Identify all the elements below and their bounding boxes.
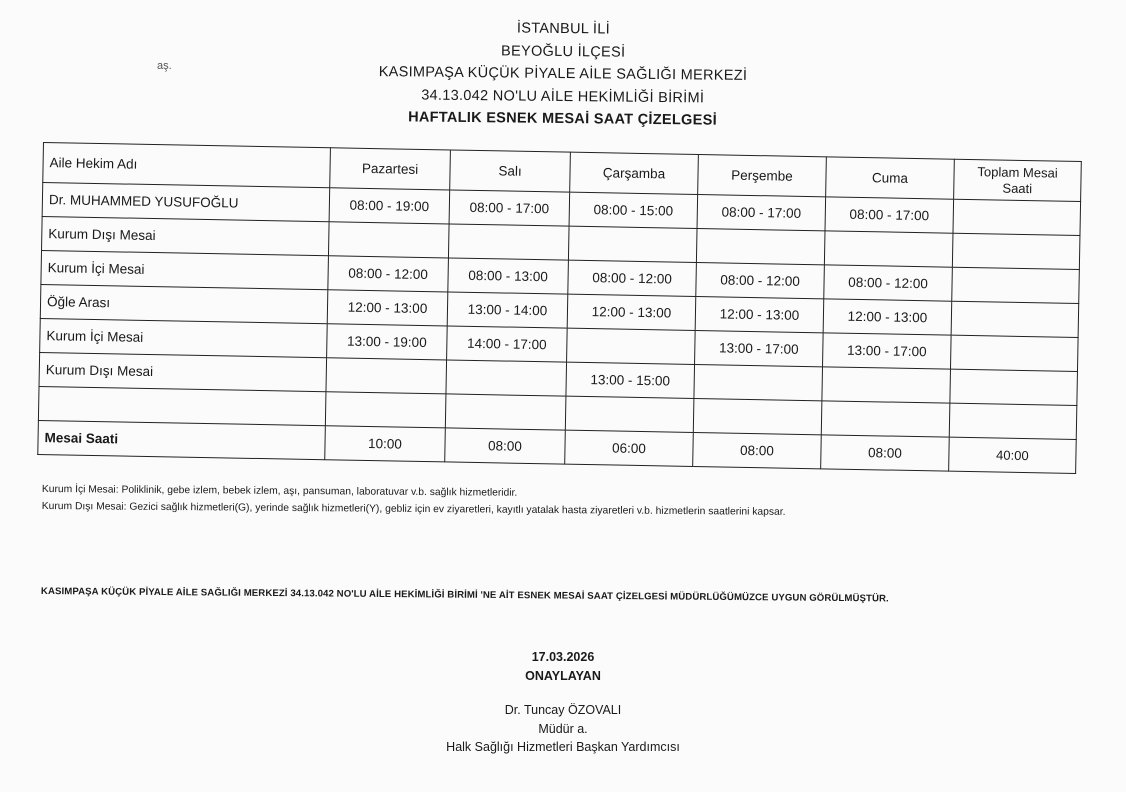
table-cell: 12:00 - 13:00: [567, 294, 696, 330]
table-cell: 08:00: [445, 428, 566, 464]
row-label: Kurum Dışı Mesai: [39, 352, 327, 391]
table-cell: 08:00 - 15:00: [569, 192, 698, 228]
table-cell: [952, 267, 1080, 303]
schedule-table: [37, 142, 1082, 474]
header-cell-tuesday: Salı: [450, 150, 571, 192]
header-province: İSTANBUL İLİ: [516, 20, 611, 38]
header-district: BEYOĞLU İLÇESİ: [501, 42, 626, 61]
table-cell: 06:00: [565, 430, 694, 466]
table-cell: [445, 394, 566, 430]
table-cell: 10:00: [325, 426, 446, 462]
table-cell: 12:00 - 13:00: [327, 290, 448, 326]
table-cell: [952, 233, 1080, 269]
footnotes: [42, 481, 786, 521]
table-cell: [325, 392, 446, 428]
table-cell: [694, 364, 823, 400]
table-cell: [953, 199, 1081, 235]
table-cell: 08:00 - 12:00: [696, 262, 825, 298]
table-cell: 08:00: [693, 432, 822, 468]
table-cell: [448, 224, 569, 260]
header-cell-total: [954, 159, 1082, 201]
approver-title: Müdür a.: [538, 721, 588, 736]
table-cell: 14:00 - 17:00: [447, 326, 568, 362]
row-label: Öğle Arası: [40, 284, 328, 323]
table-cell-grand-total: 40:00: [949, 437, 1077, 473]
table-cell: 08:00 - 12:00: [328, 256, 449, 292]
table-cell: [693, 398, 822, 434]
table-cell: [565, 396, 694, 432]
table-cell: [326, 358, 447, 394]
footnote-internal: Kurum İçi Mesai: Poliklinik, gebe izlem, bebek izlem, aşı, pansuman, laboratuvar v.b. sağlık hizmetleridir.: [41, 483, 518, 499]
table-cell: 08:00: [821, 435, 950, 471]
table-cell: 13:00 - 17:00: [695, 330, 824, 366]
table-cell: 13:00 - 14:00: [447, 292, 568, 328]
table-cell: [824, 231, 953, 267]
table-cell: 08:00 - 17:00: [825, 197, 954, 233]
row-label: [38, 386, 326, 425]
row-label: Kurum İçi Mesai: [41, 250, 329, 289]
row-label-total: Mesai Saati: [38, 420, 326, 459]
document-title: HAFTALIK ESNEK MESAİ SAAT ÇİZELGESİ: [408, 109, 718, 129]
table-cell: 13:00 - 15:00: [566, 362, 695, 398]
header-cell-wednesday: Çarşamba: [570, 152, 699, 194]
table-cell: 08:00 - 12:00: [824, 265, 953, 301]
header-cell-thursday: Perşembe: [698, 155, 827, 197]
header-unit: 34.13.042 NO'LU AİLE HEKİMLİĞİ BİRİMİ: [421, 87, 705, 106]
header-cell-doctor: Aile Hekim Adı: [43, 143, 331, 188]
table-cell: [950, 335, 1078, 371]
table-cell: [949, 403, 1077, 439]
table-cell: 08:00 - 12:00: [568, 260, 697, 296]
table-cell: [568, 226, 697, 262]
header-cell-friday: Cuma: [826, 157, 955, 199]
table-cell: 08:00 - 17:00: [449, 190, 570, 226]
header-center: KASIMPAŞA KÜÇÜK PİYALE AİLE SAĞLIĞI MERKEZİ: [378, 64, 748, 84]
approval-date: 17.03.2026: [531, 650, 595, 664]
table-cell: [950, 369, 1078, 405]
schedule-table-wrapper: [37, 142, 1082, 474]
table-cell: 08:00 - 13:00: [448, 258, 569, 294]
table-cell: [328, 222, 449, 258]
footnote-external: Kurum Dışı Mesai: Gezici sağlık hizmetleri(G), yerinde sağlık hizmetleri(Y), gebliz için ev ziyaretleri, kayıtlı yatalak hasta ziyaretleri v.b. hizmetlerin saatlerini kapsar.: [41, 500, 786, 518]
table-cell: [951, 301, 1079, 337]
table-cell: 13:00 - 17:00: [823, 333, 952, 369]
header-total-label: Toplam Mesai Saati: [977, 163, 1058, 196]
table-cell: [446, 360, 567, 396]
signature-block: [0, 648, 1126, 757]
table-cell: 12:00 - 13:00: [695, 296, 824, 332]
table-cell: [567, 328, 696, 364]
approver-position: Halk Sağlığı Hizmetleri Başkan Yardımcısı: [446, 740, 680, 754]
row-label: Kurum Dışı Mesai: [42, 216, 330, 255]
table-cell: 13:00 - 19:00: [327, 324, 448, 360]
table-cell: [822, 367, 951, 403]
handwritten-mark: aş.: [157, 60, 172, 72]
approval-statement: KASIMPAŞA KÜÇÜK PİYALE AİLE SAĞLIĞI MERKEZİ 34.13.042 NO'LU AİLE HEKİMLİĞİ BİRİMİ 'NE AİT ESNEK MESAİ SAAT ÇİZELGESİ MÜDÜRLÜĞÜMÜZCE UYGUN GÖRÜLMÜŞTÜR.: [40, 586, 889, 605]
row-label: Dr. MUHAMMED YUSUFOĞLU: [42, 183, 330, 222]
header-cell-monday: Pazartesi: [330, 148, 451, 190]
row-label: Kurum İçi Mesai: [40, 318, 328, 357]
document-header: [0, 12, 1126, 136]
table-cell: [821, 401, 950, 437]
table-cell: [696, 228, 825, 264]
approver-name: Dr. Tuncay ÖZOVALI: [504, 703, 622, 717]
table-cell: 08:00 - 19:00: [329, 188, 450, 224]
table-cell: 08:00 - 17:00: [697, 195, 826, 231]
approver-label: ONAYLAYAN: [525, 668, 601, 683]
table-cell: 12:00 - 13:00: [823, 299, 952, 335]
